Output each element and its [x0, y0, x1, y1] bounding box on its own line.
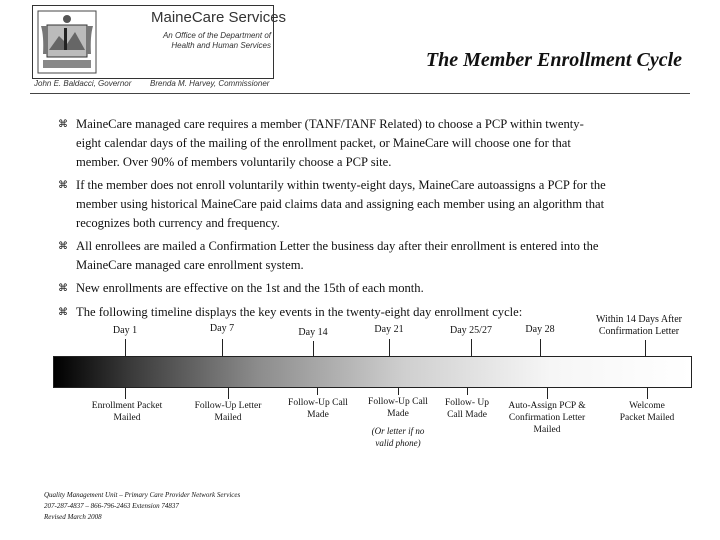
- timeline-tick: [317, 387, 318, 395]
- org-subtitle: An Office of the Department of Health and Human Services: [162, 31, 271, 50]
- bullet-text: All enrollees are mailed a Confirmation Letter the business day after their enrollment is entered into the MaineCare managed care enrollment system.: [76, 239, 599, 272]
- timeline-tick: [125, 339, 126, 356]
- header-divider: [30, 93, 690, 94]
- timeline-event-label: Enrollment Packet Mailed: [91, 401, 163, 423]
- timeline-tick: [398, 387, 399, 395]
- bullet-item: [58, 176, 663, 233]
- timeline-tick: [471, 339, 472, 356]
- timeline-day-label: Day 14: [298, 327, 328, 338]
- governor-label: John E. Baldacci, Governor: [34, 79, 132, 88]
- timeline-tick: [540, 339, 541, 356]
- timeline-tick: [228, 387, 229, 399]
- timeline-tick: [647, 387, 648, 399]
- timeline-event-label: Welcome Packet Mailed: [619, 401, 675, 423]
- timeline-tick: [645, 340, 646, 356]
- bullet-item: [58, 279, 663, 298]
- timeline-day-label: Within 14 Days After Confirmation Letter: [596, 314, 682, 337]
- org-name: MaineCare Services: [151, 9, 287, 26]
- page-title: The Member Enrollment Cycle: [425, 49, 682, 71]
- commissioner-label: Brenda M. Harvey, Commissioner: [150, 79, 270, 88]
- timeline-day-label: Day 1: [112, 325, 138, 336]
- timeline-event-label: Follow-Up Letter Mailed: [194, 401, 262, 423]
- bullet-text: MaineCare managed care requires a member (TANF/TANF Related) to choose a PCP within twenty- eight calendar days of the mailing of the enrollment packet, or MaineCare will choose one for that member. Over 90% of members voluntarily choose a PCP site.: [76, 117, 584, 169]
- timeline-day-label: Day 25/27: [450, 325, 492, 336]
- timeline-event-label: Follow-Up Call Made: [288, 398, 348, 420]
- timeline-tick: [125, 387, 126, 399]
- bullet-text: New enrollments are effective on the 1st and the 15th of each month.: [76, 281, 424, 295]
- timeline-event-label: Follow-Up Call Made: [368, 397, 428, 419]
- timeline-event-label: Auto-Assign PCP & Confirmation Letter Mailed: [508, 401, 586, 435]
- timeline-day-label: Day 7: [209, 323, 235, 334]
- logo-box: [32, 5, 287, 79]
- bullet-item: [58, 237, 663, 275]
- timeline-tick: [313, 341, 314, 356]
- timeline-tick: [389, 339, 390, 356]
- bullet-item: [58, 115, 663, 172]
- timeline-tick: [547, 387, 548, 399]
- timeline-day-label: Day 21: [374, 324, 404, 335]
- bullet-text: If the member does not enroll voluntarily within twenty-eight days, MaineCare autoassigns a PCP for the member using historical MaineCare paid claims data and assigning each member using an algorithm that recognizes both currency and frequency.: [76, 178, 606, 230]
- bullet-icon: ⌘: [58, 283, 68, 294]
- timeline-tick: [467, 387, 468, 395]
- bullet-item: [58, 303, 663, 322]
- bullet-icon: ⌘: [58, 180, 68, 191]
- timeline-day-label: Day 28: [525, 324, 555, 335]
- footer-revised: Revised March 2008: [44, 513, 102, 521]
- bullet-icon: ⌘: [58, 241, 68, 252]
- timeline-bar: [53, 356, 692, 388]
- footer-phone: 207-287-4837 – 866-796-2463 Extension 74837: [44, 502, 179, 510]
- state-seal-icon: [37, 10, 97, 74]
- bullet-icon: ⌘: [58, 119, 68, 130]
- timeline-tick: [222, 339, 223, 356]
- timeline-event-label: Follow- Up Call Made: [444, 398, 490, 420]
- footer-unit: Quality Management Unit – Primary Care Provider Network Services: [44, 491, 241, 499]
- bullet-icon: ⌘: [58, 307, 68, 318]
- bullet-text: The following timeline displays the key events in the twenty-eight day enrollment cycle:: [76, 305, 523, 319]
- timeline-event-note: (Or letter if no valid phone): [371, 426, 425, 448]
